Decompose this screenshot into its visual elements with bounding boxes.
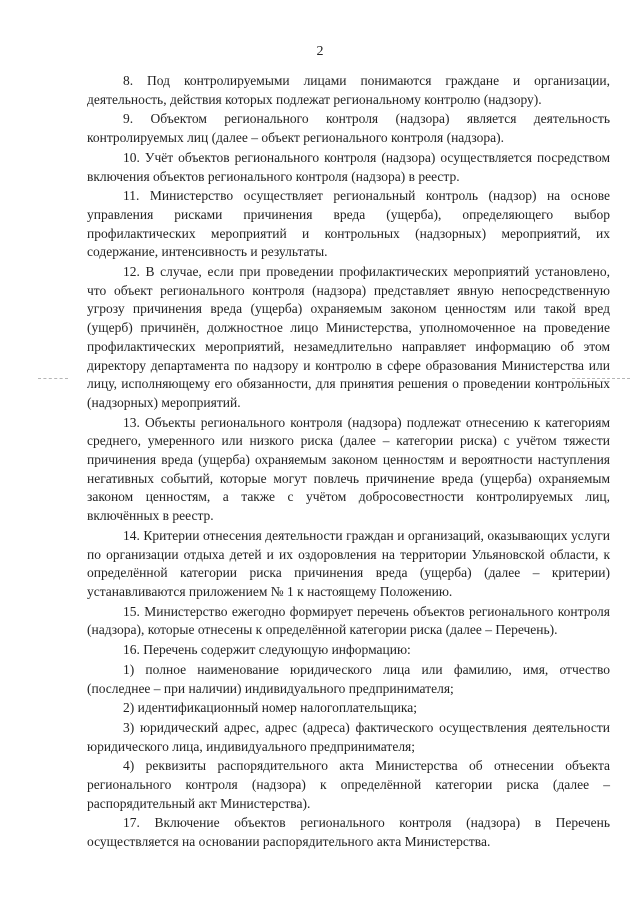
paragraph-17: 17. Включение объектов регионального контроля (надзора) в Перечень осуществляется на основании распорядительного акта Министерства. — [87, 815, 610, 850]
list-item-2: 2) идентификационный номер налогоплательщика; — [123, 700, 417, 716]
scan-artifact-line — [38, 378, 68, 379]
paragraph-10: 10. Учёт объектов регионального контроля (надзора) осуществляется посредством включения объектов регионального контроля (надзора) в реестр. — [87, 149, 610, 184]
paragraph-12: 12. В случае, если при проведении профилактических мероприятий установлено, что объект регионального контроля (надзора) представляет явную непосредственную угрозу причинения вреда (ущерба) охраняемым законом ценностям или такой вред (ущерб) причинён, должностное лицо Министерства, уполномоченное на проведение профилактических мероприятий, незамедлительно направляет информацию об этом директору департамента по надзору и контролю в сфере образования Министерства или лицу, исполняющему его обязанности, для принятия решения о проведении контрольных (надзорных) мероприятий. — [87, 264, 610, 410]
document-body — [87, 72, 610, 853]
paragraph-13: 13. Объекты регионального контроля (надзора) подлежат отнесению к категориям среднего, умеренного или низкого риска (далее – категории риска) с учётом тяжести причинения вреда (ущерба) охраняемым законом ценностям и вероятности наступления негативных событий, которые могут повлечь причинение вреда (ущерба) охраняемым законом ценностям, а также с учётом добросовестности контролируемых лиц, включённых в реестр. — [87, 414, 610, 524]
page-number: 2 — [316, 44, 324, 59]
list-item-4: 4) реквизиты распорядительного акта Министерства об отнесении объекта регионального контроля (надзора) к определённой категории риска (далее – распорядительный акт Министерства). — [87, 758, 610, 811]
paragraph-16: 16. Перечень содержит следующую информацию: — [123, 642, 411, 658]
paragraph-9: 9. Объектом регионального контроля (надзора) является деятельность контролируемых лиц (далее – объект регионального контроля (надзора). — [87, 111, 610, 146]
paragraph-15: 15. Министерство ежегодно формирует перечень объектов регионального контроля (надзора), которые отнесены к определённой категории риска (далее – Перечень). — [87, 603, 610, 638]
paragraph-11: 11. Министерство осуществляет региональный контроль (надзор) на основе управления рисками причинения вреда (ущерба), определяющего выбор профилактических мероприятий и контрольных (надзорных) мероприятий, их содержание, интенсивность и результаты. — [87, 188, 610, 260]
list-item-3: 3) юридический адрес, адрес (адреса) фактического осуществления деятельности юридического лица, индивидуального предпринимателя; — [87, 719, 610, 754]
list-item-1: 1) полное наименование юридического лица или фамилию, имя, отчество (последнее – при наличии) индивидуального предпринимателя; — [87, 661, 610, 696]
paragraph-14: 14. Критерии отнесения деятельности граждан и организаций, оказывающих услуги по организации отдыха детей и их оздоровления на территории Ульяновской области, к определённой категории риска причинения вреда (ущерба) (далее – критерии) устанавливаются приложением № 1 к настоящему Положению. — [87, 527, 610, 599]
paragraph-8: 8. Под контролируемыми лицами понимаются граждане и организации, деятельность, действия которых подлежат региональному контролю (надзору). — [87, 73, 610, 107]
